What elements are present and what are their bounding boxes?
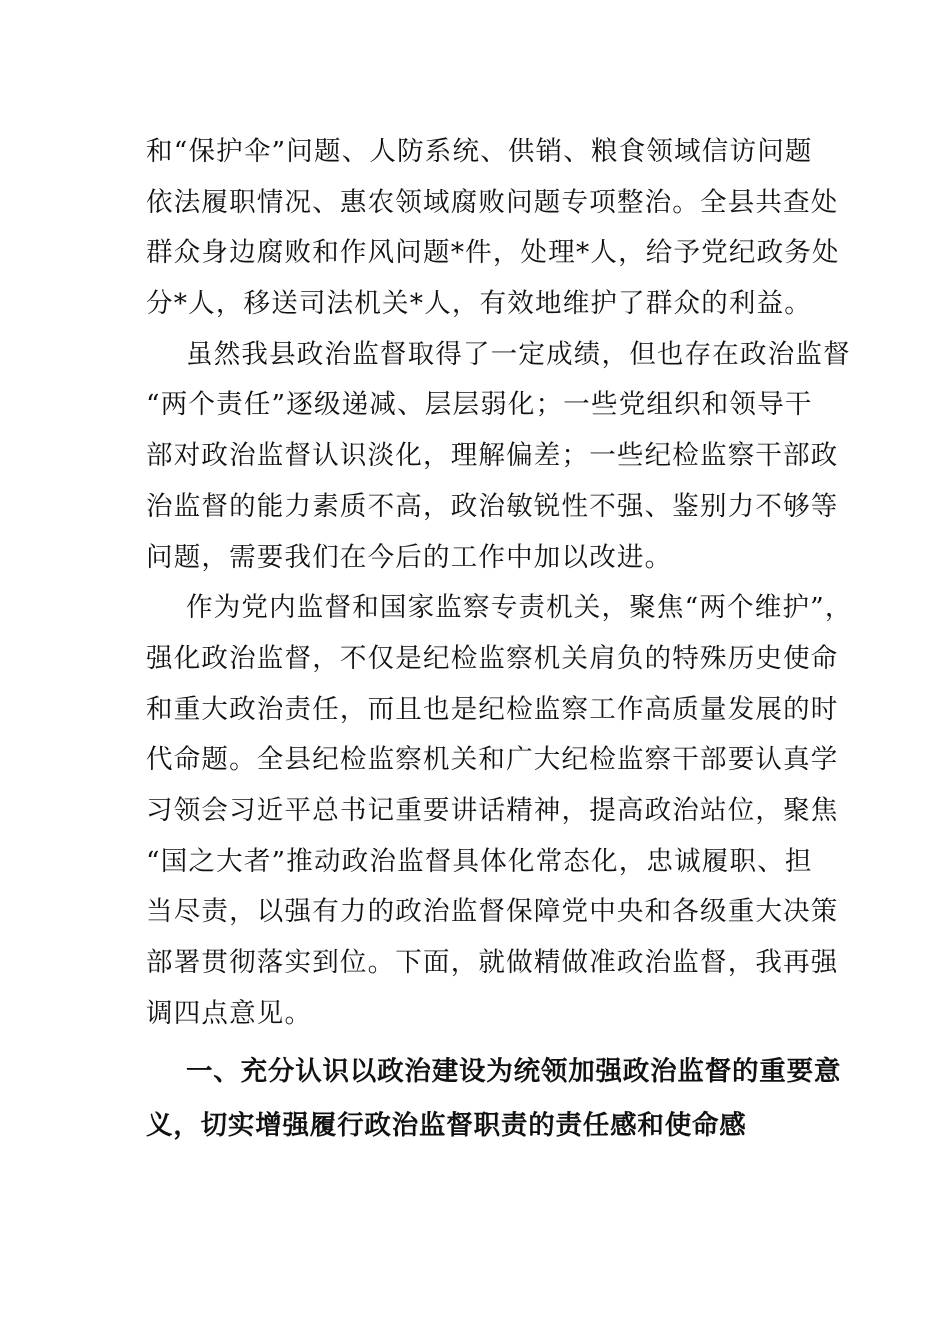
text-line: 部对政治监督认识淡化，理解偏差；一些纪检监察干部政 — [146, 440, 839, 472]
text-line: “国之大者”推动政治监督具体化常态化，忠诚履职、担 — [146, 845, 813, 877]
text-line: 部署贯彻落实到位。下面，就做精做准政治监督，我再强 — [146, 947, 839, 978]
paragraph-continuation — [146, 127, 840, 330]
text-line: 依法履职情况、惠农领域腐败问题专项整治。全县共查处 — [146, 186, 839, 218]
text-line: 代命题。全县纪检监察机关和广大纪检监察干部要认真学 — [146, 744, 839, 776]
document-body — [146, 127, 853, 1153]
section-heading — [146, 1045, 842, 1153]
paragraph-problems — [146, 330, 851, 583]
text-line: “两个责任”逐级递减、层层弱化；一些党组织和领导干 — [146, 389, 813, 421]
text-line: 当尽责，以强有力的政治监督保障党中央和各级重大决策 — [146, 896, 839, 928]
text-line: 作为党内监督和国家监察专责机关，聚焦“两个维护”， — [186, 592, 853, 624]
text-line: 治监督的能力素质不高，政治敏锐性不强、鉴别力不够等 — [146, 490, 839, 522]
text-line: 虽然我县政治监督取得了一定成绩，但也存在政治监督 — [186, 338, 851, 370]
text-line: 习领会习近平总书记重要讲话精神，提高政治站位，聚焦 — [146, 794, 839, 826]
text-line: 调四点意见。 — [146, 997, 313, 1029]
text-line: 群众身边腐败和作风问题*件，处理*人，给予党纪政务处 — [146, 237, 840, 269]
text-line: 和重大政治责任，而且也是纪检监察工作高质量发展的时 — [146, 693, 839, 725]
text-line: 和“保护伞”问题、人防系统、供销、粮食领域信访问题 — [146, 136, 813, 167]
text-line: 强化政治监督，不仅是纪检监察机关肩负的特殊历史使命 — [146, 642, 839, 674]
text-line: 分*人，移送司法机关*人，有效地维护了群众的利益。 — [146, 288, 812, 320]
paragraph-mission — [146, 583, 853, 1039]
text-line: 问题，需要我们在今后的工作中加以改进。 — [146, 541, 673, 573]
heading-line: 一、充分认识以政治建设为统领加强政治监督的重要意 — [186, 1056, 842, 1088]
heading-line: 义，切实增强履行政治监督职责的责任感和使命感 — [146, 1110, 747, 1142]
